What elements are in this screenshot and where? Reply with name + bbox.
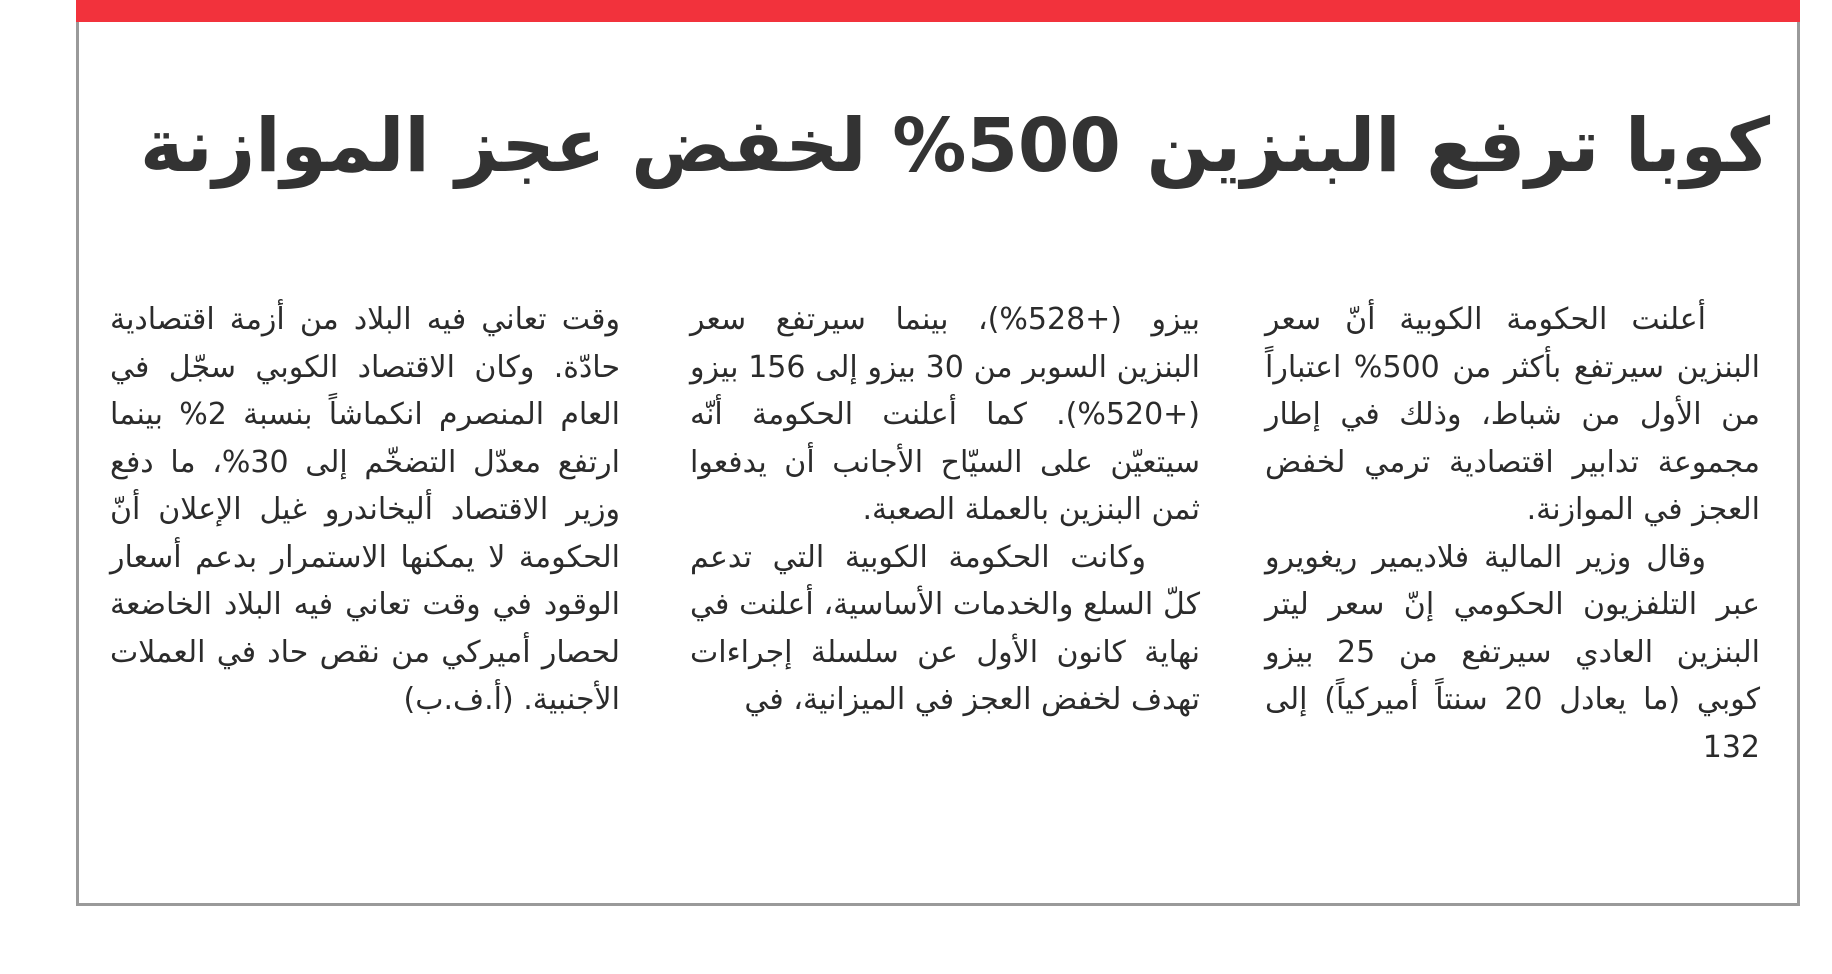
article-column-3 xyxy=(110,296,620,856)
article-column-2 xyxy=(690,296,1200,856)
paragraph xyxy=(1265,534,1760,772)
article-headline: كوبا ترفع البنزين 500% لخفض عجز الموازنة xyxy=(139,103,1770,189)
paragraph-text: وقت تعاني فيه البلاد من أزمة اقتصادية حادّة. وكان الاقتصاد الكوبي سجّل في العام المنصرم انكماشاً بنسبة 2% بينما ارتفع معدّل التضخّم إلى 30%، ما دفع وزير الاقتصاد أليخاندرو غيل الإعلان أنّ الحكومة لا يمكنها الاستمرار بدعم أسعار الوقود في وقت تعاني فيه البلاد الخاضعة لحصار أميركي من نقص حاد في العملات الأجنبية. (أ.ف.ب) xyxy=(110,302,621,717)
paragraph-text: وكانت الحكومة الكوبية التي تدعم كلّ السلع والخدمات الأساسية، أعلنت في نهاية كانون الأول عن سلسلة إجراءات تهدف لخفض العجز في الميزانية، في xyxy=(690,539,1200,717)
accent-bar xyxy=(76,0,1800,22)
paragraph-text: أعلنت الحكومة الكوبية أنّ سعر البنزين سيرتفع بأكثر من 500% اعتباراً من الأول من شباط، وذلك في إطار مجموعة تدابير اقتصادية ترمي لخفض العجز في الموازنة. xyxy=(1265,302,1760,527)
paragraph xyxy=(690,534,1200,724)
paragraph-text: بيزو (+528%)، بينما سيرتفع سعر البنزين السوبر من 30 بيزو إلى 156 بيزو (+520%). كما أعلنت الحكومة أنّه سيتعيّن على السيّاح الأجانب أن يدفعوا ثمن البنزين بالعملة الصعبة. xyxy=(690,302,1200,527)
paragraph xyxy=(1265,296,1760,534)
paragraph-text: وقال وزير المالية فلاديمير ريغويرو عبر التلفزيون الحكومي إنّ سعر ليتر البنزين العادي سيرتفع من 25 بيزو كوبي (ما يعادل 20 سنتاً أميركياً) إلى 132 xyxy=(1265,539,1760,765)
paragraph xyxy=(110,296,620,724)
article-column-1 xyxy=(1265,296,1760,856)
article-body xyxy=(110,296,1760,856)
paragraph xyxy=(690,296,1200,534)
